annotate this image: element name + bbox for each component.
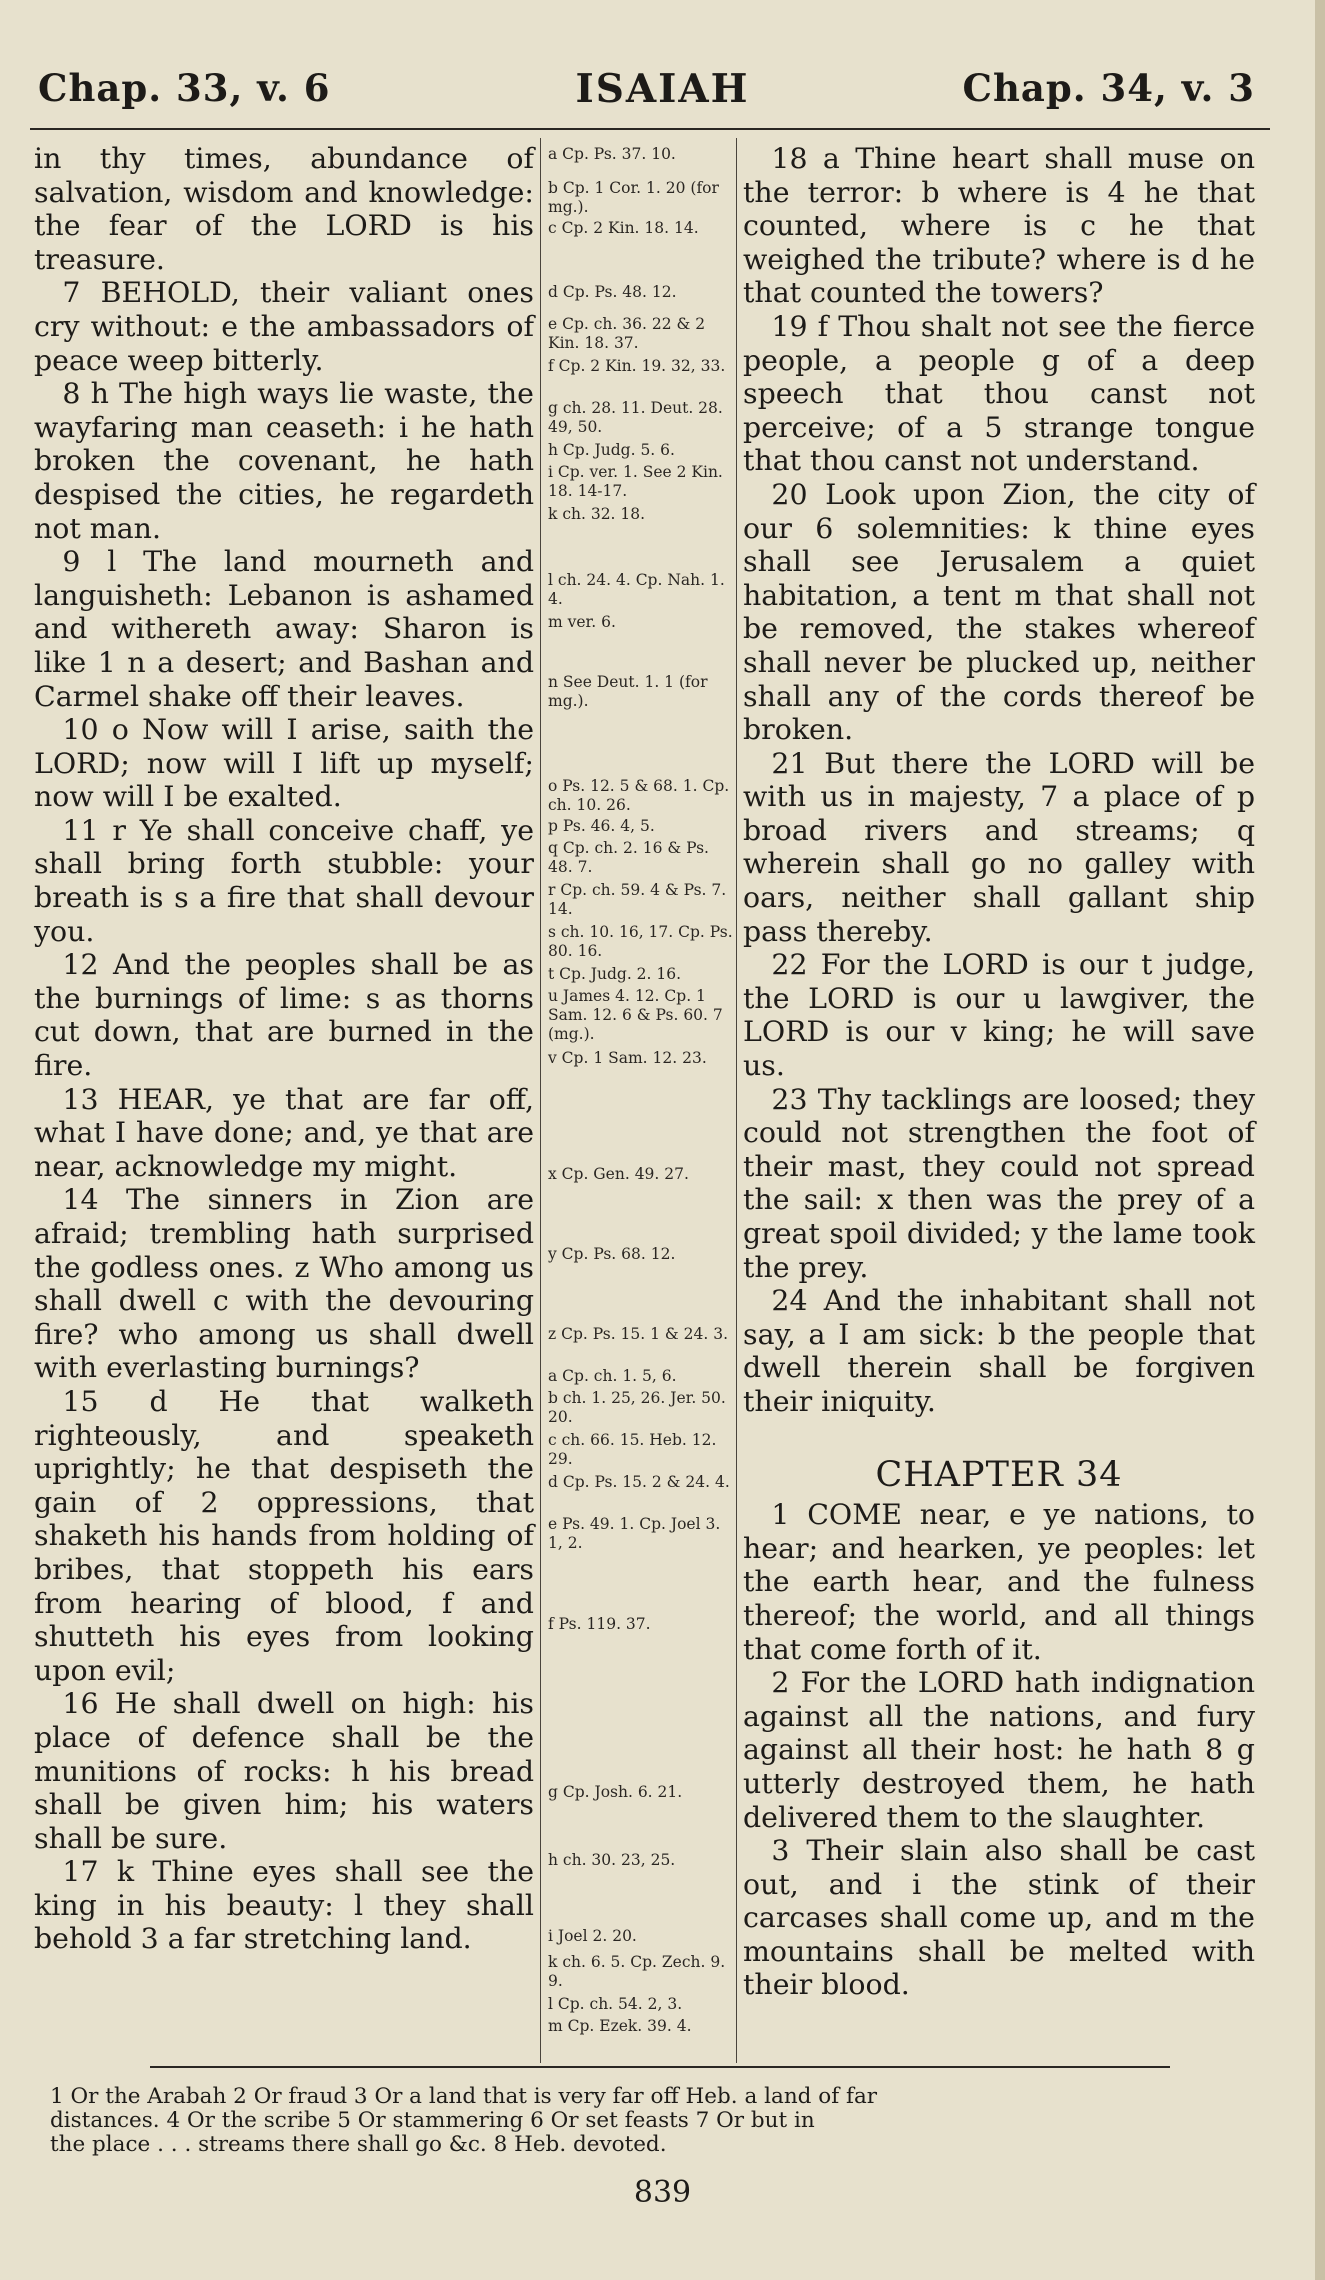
cross-reference: a Cp. Ps. 37. 10. xyxy=(548,145,676,163)
cross-reference: c Cp. 2 Kin. 18. 14. xyxy=(548,219,699,237)
running-header-left: Chap. 33, v. 6 xyxy=(38,66,331,110)
cross-reference: f Cp. 2 Kin. 19. 32, 33. xyxy=(548,357,726,375)
right-text-column xyxy=(743,142,1255,2002)
cross-reference: r Cp. ch. 59. 4 & Ps. 7. 14. xyxy=(548,881,727,918)
verse-15: 15 d He that walketh righteously, and speaketh uprightly; he that despiseth the gain of 2 oppressions, that shaketh his hands from holding of bribes, that stoppeth his ears from hearing of blood, f and shutteth his eyes from looking upon evil; xyxy=(34,1384,534,1687)
verse-12: 12 And the peoples shall be as the burnings of lime: s as thorns cut down, that are burned in the fire. xyxy=(34,948,534,1083)
verse-24: 24 And the inhabitant shall not say, a I am sick: b the people that dwell therein shall be forgiven their iniquity. xyxy=(743,1284,1255,1418)
verse-10: 10 o Now will I arise, saith the LORD; now will I lift up myself; now will I be exalted. xyxy=(34,713,534,814)
verse-7: 7 BEHOLD, their valiant ones cry without: e the ambassadors of peace weep bitterly. xyxy=(34,276,534,377)
page-number: 839 xyxy=(633,2175,692,2210)
verse-17: 17 k Thine eyes shall see the king in his beauty: l they shall behold 3 a far stretching land. xyxy=(34,1855,534,1956)
cross-reference: g ch. 28. 11. Deut. 28. 49, 50. xyxy=(548,399,723,436)
cross-reference: v Cp. 1 Sam. 12. 23. xyxy=(548,1049,707,1067)
cross-reference: a Cp. ch. 1. 5, 6. xyxy=(548,1367,677,1385)
cross-reference: d Cp. Ps. 48. 12. xyxy=(548,283,677,301)
verse-22: 22 For the LORD is our t judge, the LORD is our u lawgiver, the LORD is our v king; he will save us. xyxy=(743,948,1255,1083)
verse-9: 9 l The land mourneth and languisheth: Lebanon is ashamed and withereth away: Sharon is like 1 n a desert; and Bashan and Carmel shake off their leaves. xyxy=(34,545,534,713)
verse-8: 8 h The high ways lie waste, the wayfaring man ceaseth: i he hath broken the covenant, he hath despised the cities, he regardeth not man. xyxy=(34,377,534,545)
verse-18: 18 a Thine heart shall muse on the terror: b where is 4 he that counted, where is c he that weighed the tribute? where is d he that counted the towers? xyxy=(743,142,1255,310)
ch34-verse-1: 1 COME near, e ye nations, to hear; and hearken, ye peoples: let the earth hear, and the fulness thereof; the world, and all things that come forth of it. xyxy=(743,1498,1255,1666)
cross-reference: i Joel 2. 20. xyxy=(548,1927,637,1945)
verse-20: 20 Look upon Zion, the city of our 6 solemnities: k thine eyes shall see Jerusalem a quiet habitation, a tent m that shall not be removed, the stakes whereof shall never be plucked up, neither shall any of the cords thereof be broken. xyxy=(743,477,1255,747)
cross-reference: g Cp. Josh. 6. 21. xyxy=(548,1783,683,1801)
cross-reference: k ch. 6. 5. Cp. Zech. 9. 9. xyxy=(548,1953,726,1990)
cross-reference: m ver. 6. xyxy=(548,613,616,631)
cross-reference: o Ps. 12. 5 & 68. 1. Cp. ch. 10. 26. xyxy=(548,777,730,814)
cross-reference: b Cp. 1 Cor. 1. 20 (for mg.). xyxy=(548,179,719,216)
cross-reference: p Ps. 46. 4, 5. xyxy=(548,817,655,835)
verse-11: 11 r Ye shall conceive chaff, ye shall bring forth stubble: your breath is s a fire that shall devour you. xyxy=(34,813,534,948)
cross-reference: b ch. 1. 25, 26. Jer. 50. 20. xyxy=(548,1389,726,1426)
header-rule xyxy=(30,128,1270,130)
footnote-line: 1 Or the Arabah 2 Or fraud 3 Or a land that is very far off Heb. a land of far xyxy=(50,2084,878,2109)
cross-reference: u James 4. 12. Cp. 1 Sam. 12. 6 & Ps. 60. 7 (mg.). xyxy=(548,987,723,1043)
cross-reference: d Cp. Ps. 15. 2 & 24. 4. xyxy=(548,1473,730,1491)
footnote-line: distances. 4 Or the scribe 5 Or stammering 6 Or set feasts 7 Or but in xyxy=(50,2108,815,2133)
cross-reference: s ch. 10. 16, 17. Cp. Ps. 80. 16. xyxy=(548,923,733,960)
footnote-line: the place . . . streams there shall go &c. 8 Heb. devoted. xyxy=(50,2132,667,2157)
verse-19: 19 f Thou shalt not see the fierce people, a people g of a deep speech that thou canst not perceive; of a 5 strange tongue that thou canst not understand. xyxy=(743,309,1255,478)
ch34-verse-2: 2 For the LORD hath indignation against all the nations, and fury against all their host: he hath 8 g utterly destroyed them, he hath delivered them to the slaughter. xyxy=(743,1666,1255,1834)
cross-reference: h ch. 30. 23, 25. xyxy=(548,1851,676,1869)
cross-reference: t Cp. Judg. 2. 16. xyxy=(548,965,682,983)
left-text-column xyxy=(34,142,534,1956)
cross-reference: e Cp. ch. 36. 22 & 2 Kin. 18. 37. xyxy=(548,315,706,352)
cross-reference: l ch. 24. 4. Cp. Nah. 1. 4. xyxy=(548,571,725,608)
cross-reference: y Cp. Ps. 68. 12. xyxy=(548,1245,676,1263)
verse-23: 23 Thy tacklings are loosed; they could not strengthen the foot of their mast, they could not spread the sail: x then was the prey of a great spoil divided; y the lame took the prey. xyxy=(743,1082,1255,1284)
cross-reference: q Cp. ch. 2. 16 & Ps. 48. 7. xyxy=(548,839,709,876)
cross-reference: f Ps. 119. 37. xyxy=(548,1615,651,1633)
cross-reference: m Cp. Ezek. 39. 4. xyxy=(548,2017,692,2035)
cross-reference: e Ps. 49. 1. Cp. Joel 3. 1, 2. xyxy=(548,1515,721,1552)
verse-13: 13 HEAR, ye that are far off, what I have done; and, ye that are near, acknowledge my might. xyxy=(34,1082,534,1183)
page-edge xyxy=(1315,0,1325,2280)
cross-reference: i Cp. ver. 1. See 2 Kin. 18. 14-17. xyxy=(548,463,723,500)
cross-reference: l Cp. ch. 54. 2, 3. xyxy=(548,1995,683,2013)
verse-21: 21 But there the LORD will be with us in majesty, 7 a place of p broad rivers and streams; q wherein shall go no galley with oars, neither shall gallant ship pass thereby. xyxy=(743,746,1255,948)
footnotes xyxy=(50,2085,1290,2157)
verse-14: 14 The sinners in Zion are afraid; trembling hath surprised the godless ones. z Who among us shall dwell c with the devouring fire? who among us shall dwell with everlasting burnings? xyxy=(34,1183,534,1385)
cross-reference: k ch. 32. 18. xyxy=(548,505,646,523)
book-title: ISAIAH xyxy=(575,66,750,112)
verse-6-continued: in thy times, abundance of salvation, wisdom and knowledge: the fear of the LORD is his treasure. xyxy=(34,142,534,276)
cross-reference: c ch. 66. 15. Heb. 12. 29. xyxy=(548,1431,717,1468)
column-divider-left xyxy=(540,138,541,2063)
footnote-rule xyxy=(150,2066,1170,2068)
cross-reference: h Cp. Judg. 5. 6. xyxy=(548,441,675,459)
cross-reference: x Cp. Gen. 49. 27. xyxy=(548,1165,689,1183)
cross-reference: z Cp. Ps. 15. 1 & 24. 3. xyxy=(548,1325,729,1343)
verse-16: 16 He shall dwell on high: his place of defence shall be the munitions of rocks: h his bread shall be given him; his waters shall be sure. xyxy=(34,1687,534,1855)
cross-reference: n See Deut. 1. 1 (for mg.). xyxy=(548,673,708,710)
chapter-heading: CHAPTER 34 xyxy=(875,1454,1123,1495)
running-header-right: Chap. 34, v. 3 xyxy=(962,66,1255,110)
ch34-verse-3: 3 Their slain also shall be cast out, and i the stink of their carcases shall come up, and m the mountains shall be melted with their blood. xyxy=(743,1834,1255,2002)
